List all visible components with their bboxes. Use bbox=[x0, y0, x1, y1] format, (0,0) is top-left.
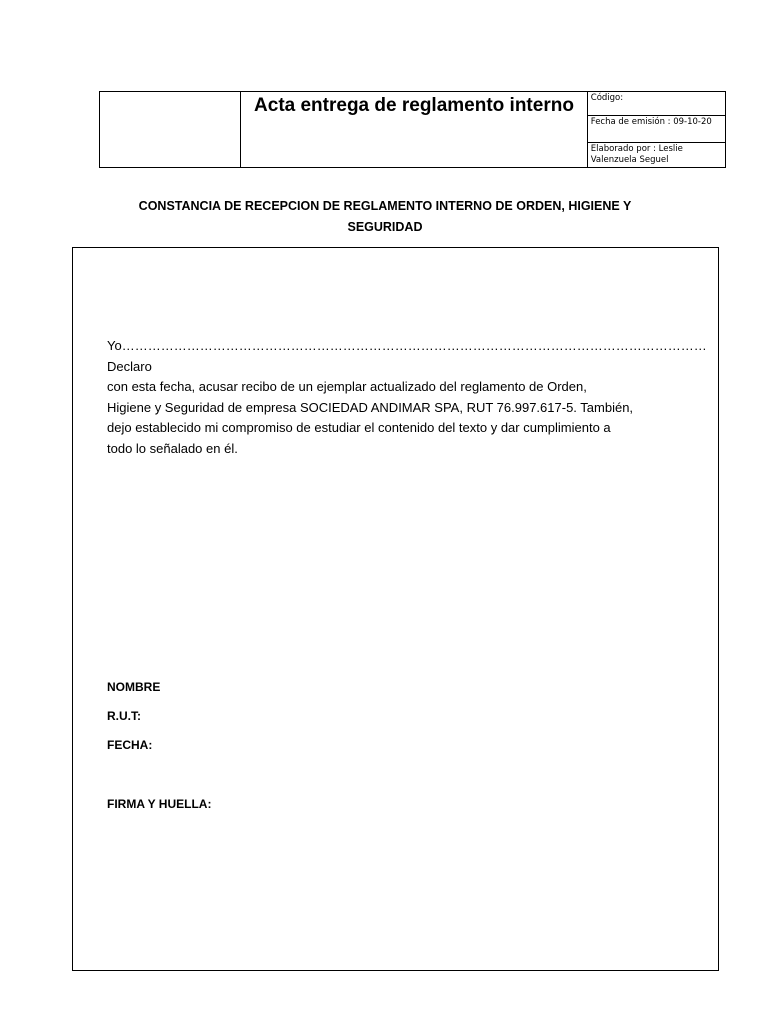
fecha-label: FECHA: bbox=[107, 738, 153, 752]
fecha-emision-cell: Fecha de emisión : 09-10-20 bbox=[587, 116, 725, 143]
logo-cell bbox=[100, 92, 241, 168]
rut-label: R.U.T: bbox=[107, 709, 141, 723]
document-heading: CONSTANCIA DE RECEPCION DE REGLAMENTO INTERNO DE ORDEN, HIGIENE Y SEGURIDAD bbox=[138, 199, 632, 234]
firma-huella-label: FIRMA Y HUELLA: bbox=[107, 797, 212, 811]
elaborado-por-cell: Elaborado por : Leslie Valenzuela Seguel bbox=[587, 143, 725, 168]
document-title: Acta entrega de reglamento interno bbox=[241, 92, 588, 168]
codigo-cell: Código: bbox=[587, 92, 725, 116]
document-header-table bbox=[99, 91, 726, 168]
declaration-box bbox=[72, 247, 719, 971]
nombre-label: NOMBRE bbox=[107, 680, 161, 694]
declaration-text: Yo……………………………………………………………………………………………………………………… Declaro con esta fecha, acusar recibo de un ejemplar actualizado del reglamento de Orden, Higiene y Seguridad de empresa SOCIEDAD ANDIMAR SPA, RUT 76.997.617-5. También, dejo establecido mi compromiso de estudiar el contenido del texto y dar cumplimiento a todo lo señalado en él. bbox=[107, 338, 707, 456]
